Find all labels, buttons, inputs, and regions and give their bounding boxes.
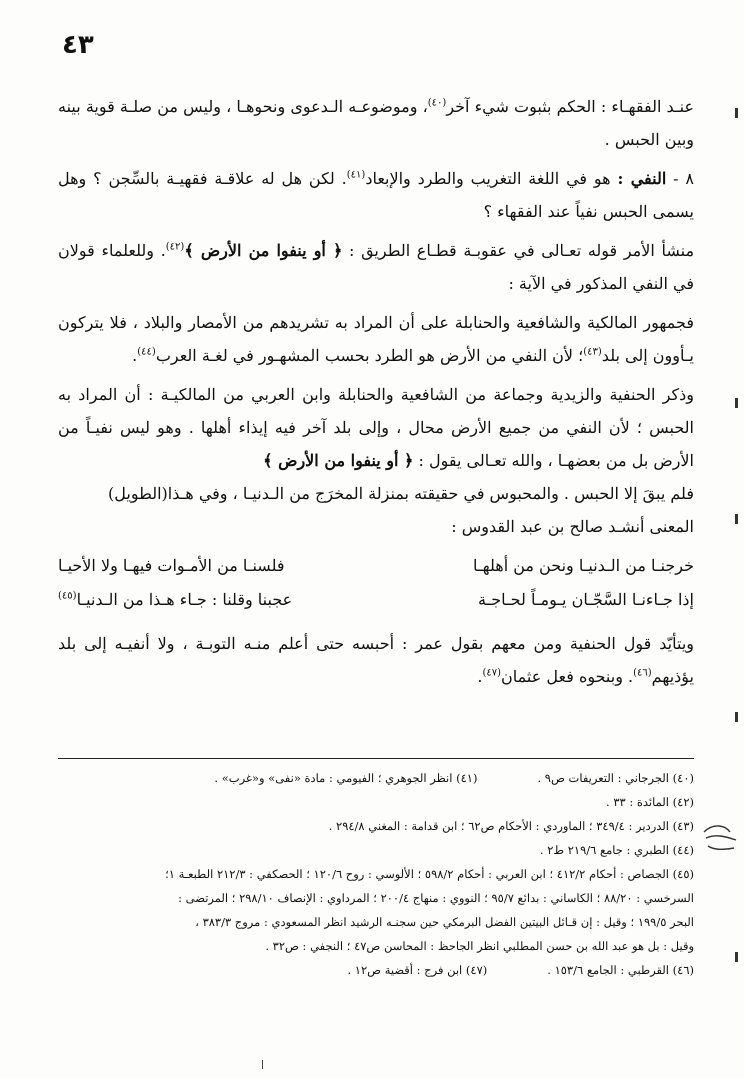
footnote-41: (٤١) انظر الجوهري ؛ الفيومي : مادة «نفى» و«غرب» . xyxy=(214,771,478,785)
footnote-43: (٤٣) الدردير : ٣٤٩/٤ ؛ الماوردي : الأحكام ص٦٢ ؛ ابن قدامة : المغني ٢٩٤/٨ . xyxy=(328,819,694,833)
hemistich-second: فلسنـا من الأمـوات فيهـا ولا الأحيـا xyxy=(58,556,285,575)
footnote-ref-43[interactable]: (٤٣) xyxy=(583,346,602,358)
footnote-line xyxy=(58,766,694,790)
footnote-47: (٤٧) ابن فرج : أقضية ص١٢ . xyxy=(347,963,488,977)
item-title: النفي : xyxy=(617,169,667,188)
paragraph-3 xyxy=(58,234,694,300)
footnote-ref-45[interactable]: (٤٥) xyxy=(58,590,77,602)
paragraph-text: ، وموضوعـه الـدعوى ونحوهـا ، وليس من صلـة قوية بينه وبين الحبس . xyxy=(58,97,694,149)
item-number: ٨ - xyxy=(673,169,695,188)
paragraph-text: ويتأيّد قول الحنفية ومن معهم بقول عمر : أحبسه حتى أعلم منـه التوبـة ، ولا أنفيـه إلى بلد يؤذيهم xyxy=(58,634,694,686)
poem-meter: (الطويل) xyxy=(108,484,168,503)
footnote-45-continued: وقيل : بل هو عبد الله بن حسن المطلبي انظر الجاحظ : المحاسن ص٤٧ ؛ النجفي : ص٣٢ . xyxy=(265,939,694,953)
paragraph-text: . xyxy=(132,346,138,365)
paragraph-2 xyxy=(58,162,694,228)
page-mark xyxy=(262,1060,263,1069)
footnote-ref-40[interactable]: (٤٠) xyxy=(427,97,447,109)
footnote-ref-46[interactable]: (٤٦) xyxy=(633,667,652,679)
footnote-45-continued: السرخسي : ٨٨/٢٠ ؛ الكاساني : بدائع ٩٥/٧ ؛ النووي : منهاج ٢٠٠/٤ ؛ المرداوي : الإنصاف ٢٩٨/١٠ ؛ المرتضى : xyxy=(178,891,694,905)
paragraph-4 xyxy=(58,306,694,372)
footnote-ref-41[interactable]: (٤١) xyxy=(346,169,366,181)
poem xyxy=(58,549,694,617)
footnote-ref-47[interactable]: (٤٧) xyxy=(482,667,502,679)
paragraph-1 xyxy=(58,90,694,156)
footnote-divider xyxy=(58,758,694,759)
paragraph-text: . xyxy=(477,667,483,686)
margin-mark xyxy=(735,108,738,118)
verse-row xyxy=(58,583,694,617)
page-number: ٤٣ xyxy=(62,30,94,60)
quran-verse: ﴿ أو ينفوا من الأرض ﴾ xyxy=(184,241,343,260)
footnote-45: (٤٥) الجصاص : أحكام ٤١٢/٢ ؛ ابن العربي : أحكام ٥٩٨/٢ ؛ الألوسي : روح ١٢٠/٦ ؛ الحصكفي : ٢١٢/٣ الطبعـة ١؛ xyxy=(165,867,694,881)
verse-row xyxy=(58,549,694,583)
footnote-40: (٤٠) الجرجاني : التعريفات ص٩ . xyxy=(537,771,694,785)
paragraph-5 xyxy=(58,378,694,543)
footnote-42: (٤٢) المائدة : ٣٣ . xyxy=(606,795,694,809)
hemistich-text: عجبنا وقلنا : جـاء هـذا من الـدنيـا xyxy=(76,590,293,609)
margin-mark xyxy=(735,952,738,962)
poem-intro-row xyxy=(58,477,694,543)
footnote-45-continued: البحر ١٩٩/٥ ؛ وقيل : إن قـائل البيتين الفضل البرمكي حين سجنـه الرشيد انظر المسعودي : مروج ٣٨٣/٣ ، xyxy=(195,915,694,929)
paragraph-text: فلم يبقَ إلا الحبس . والمحبوس في حقيقته بمنزلة المخرَج من الـدنيـا ، وفي هـذا المعنى أنشـد صالح بن عبد القدوس : xyxy=(167,484,694,536)
paragraph-6 xyxy=(58,627,694,693)
margin-mark xyxy=(735,712,738,722)
paragraph-text: هو في اللغة التغريب والطرد والإبعاد xyxy=(365,169,611,188)
paragraph-text: عنـد الفقهـاء : الحكم بثبوت شيء آخر xyxy=(446,97,695,116)
footnote-46: (٤٦) القرطبي : الجامع ١٥٣/٦ . xyxy=(547,963,694,977)
footnote-44: (٤٤) الطبري : جامع ٢١٩/٦ ط٢ . xyxy=(539,843,694,857)
margin-mark xyxy=(735,398,738,408)
footnote-ref-44[interactable]: (٤٤) xyxy=(137,346,156,358)
paragraph-text: . وبنحوه فعل عثمان xyxy=(501,667,634,686)
paragraph-text: منشأ الأمر قوله تعـالى في عقوبـة قطـاع الطريق : xyxy=(349,241,695,260)
hemistich-first: خرجنـا من الـدنيـا ونحن من أهلهـا xyxy=(473,556,694,575)
paragraph-text: . لكن هل له علاقـة فقهيـة بالسِّجن ؟ وهل يسمى الحبس نفياً عند الفقهاء ؟ xyxy=(58,169,694,221)
main-text xyxy=(58,90,694,704)
margin-mark xyxy=(735,514,738,524)
footnote-ref-42[interactable]: (٤٢) xyxy=(165,241,185,253)
paragraph-text: ؛ لأن النفي من الأرض هو الطرد بحسب المشهـور في لغـة العرب xyxy=(155,346,584,365)
footnote-line xyxy=(58,958,694,982)
hemistich-second xyxy=(58,583,292,617)
quran-verse: ﴿ أو ينفوا من الأرض ﴾ xyxy=(263,451,414,470)
paragraph-text: . وللعلماء قولان في النفي المذكور في الآية : xyxy=(58,241,694,293)
paragraph-text: فجمهور المالكية والشافعية والحنابلة على أن المراد به تشريدهم من الأمصار والبلاد ، فلا يتركون يـأوون إلى بلد xyxy=(58,313,694,365)
footnotes xyxy=(58,766,694,982)
paragraph-text: وذكر الحنفية والزيدية وجماعة من الشافعية والحنابلة وابن العربي من المالكيـة : أن المراد به الحبس ؛ لأن النفي من جميع الأرض محال ، وإلى بلد آخر فيه إيذاء أهلها . وهو ليس نفيـاً من الأرض بل من بعضهـا ، والله تعـالى يقول : xyxy=(58,385,695,470)
handwritten-mark xyxy=(700,820,740,860)
hemistich-first: إذا جـاءنـا السَّجّـان يـومـاً لحـاجـة xyxy=(477,590,694,609)
